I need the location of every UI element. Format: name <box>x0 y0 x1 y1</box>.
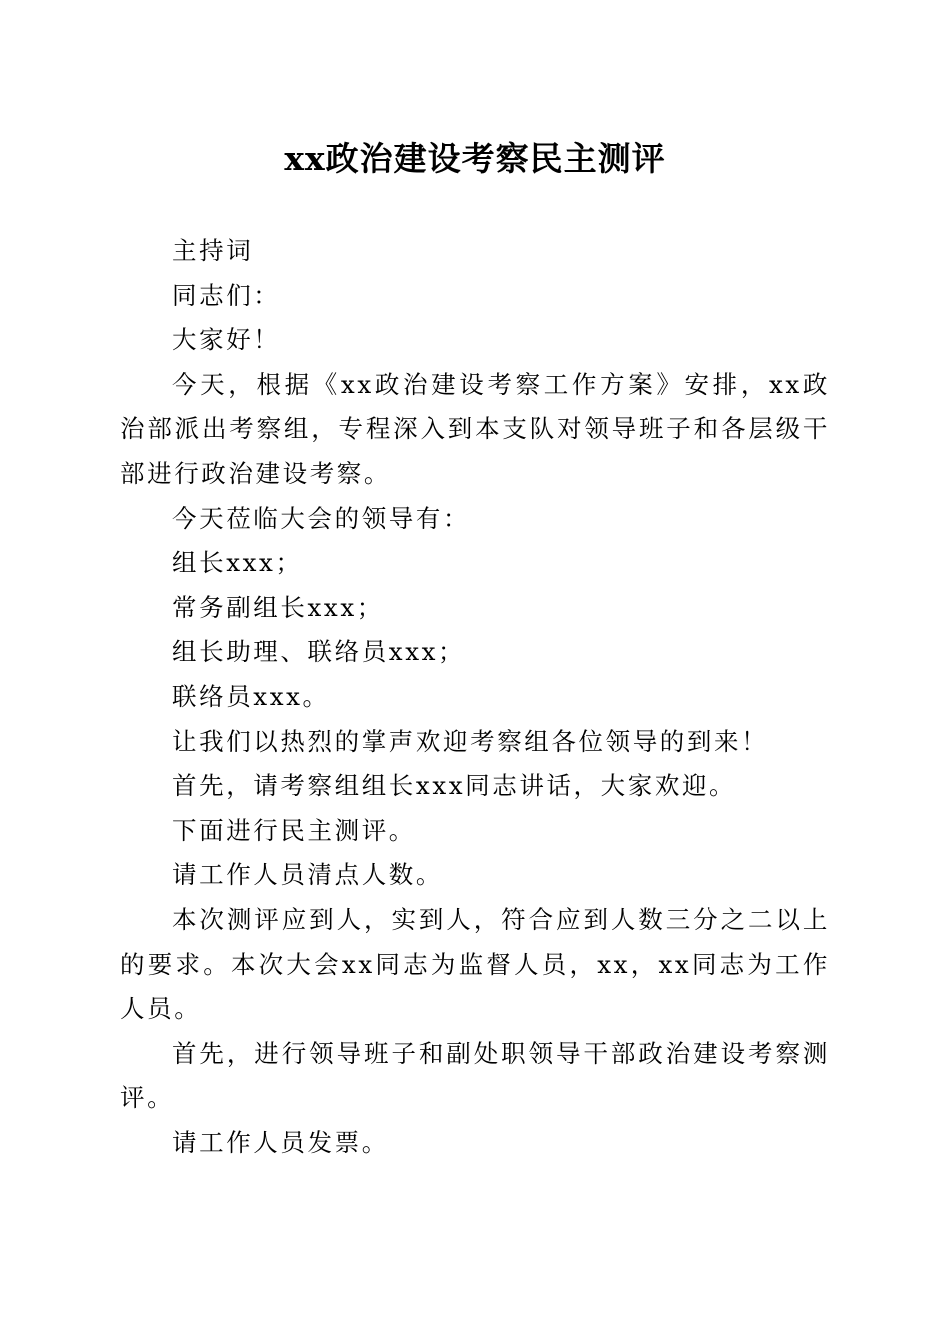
paragraph-attendance: 本次测评应到人，实到人，符合应到人数三分之二以上的要求。本次大会xx同志为监督人员，xx，xx同志为工作人员。 <box>120 904 830 1024</box>
paragraph-leader-assistant: 组长助理、联络员xxx； <box>172 637 466 667</box>
paragraph-welcome: 让我们以热烈的掌声欢迎考察组各位领导的到来！ <box>172 726 769 756</box>
document-body <box>120 229 830 1165</box>
paragraph-evaluation-start: 下面进行民主测评。 <box>172 815 416 845</box>
paragraph-leader-liaison: 联络员xxx。 <box>172 681 330 711</box>
paragraph-introduction: 今天，根据《xx政治建设考察工作方案》安排，xx政治部派出考察组，专程深入到本支队对领导班子和各层级干部进行政治建设考察。 <box>120 369 830 488</box>
paragraph-greeting: 大家好！ <box>172 325 281 355</box>
paragraph-host-words: 主持词 <box>172 236 254 265</box>
paragraph-speech: 首先，请考察组组长xxx同志讲话，大家欢迎。 <box>172 771 737 801</box>
paragraph-leader-group-head: 组长xxx； <box>172 548 303 578</box>
paragraph-leader-deputy-head: 常务副组长xxx； <box>172 592 384 622</box>
document-title: xx政治建设考察民主测评 <box>284 139 666 178</box>
paragraph-evaluation-first: 首先，进行领导班子和副处职领导干部政治建设考察测评。 <box>120 1038 830 1113</box>
paragraph-headcount: 请工作人员清点人数。 <box>172 860 443 890</box>
paragraph-salutation: 同志们： <box>172 280 281 310</box>
paragraph-distribute-ballots: 请工作人员发票。 <box>172 1127 389 1157</box>
paragraph-leaders-present: 今天莅临大会的领导有： <box>172 503 471 533</box>
